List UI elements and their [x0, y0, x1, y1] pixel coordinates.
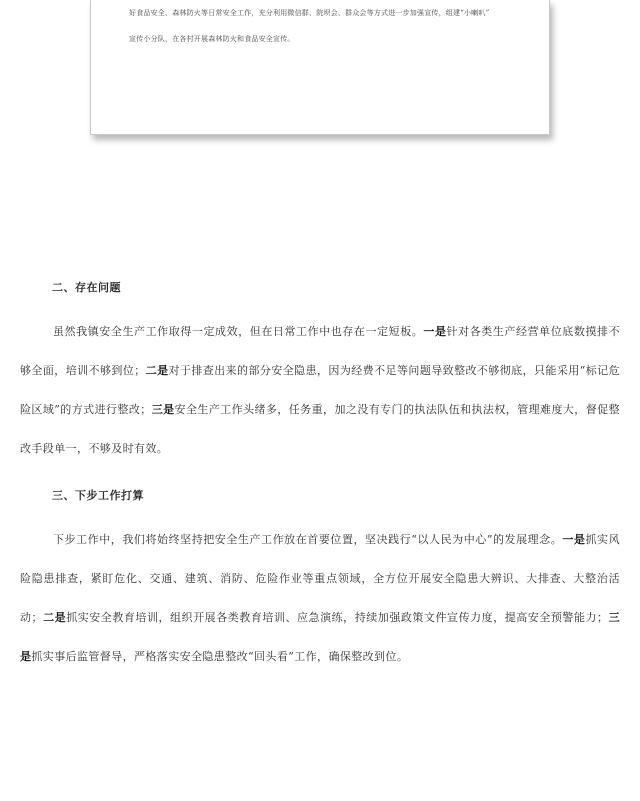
embedded-text-line: 宣传小分队，在各村开展森林防火和食品安全宣传。: [129, 35, 295, 43]
emphasis-run: 二是: [42, 611, 67, 624]
emphasis-run: 三是: [151, 403, 175, 416]
section-heading-next-steps: 三、下步工作打算: [52, 489, 144, 502]
emphasis-run: 一是: [423, 325, 447, 338]
text-run: 虽然我镇安全生产工作取得一定成效，但在日常工作中也存在一定短板。: [53, 325, 424, 338]
text-run: 安全生产工作头绪多，任务重，加之没有专门的执法队伍和执法权，管理难度大，督促整改手段单一，不够及时有效。: [20, 403, 620, 455]
problems-paragraph: [20, 312, 620, 468]
emphasis-run: 三是: [20, 611, 620, 663]
embedded-page-image: [90, 0, 550, 135]
emphasis-run: 一是: [562, 533, 586, 546]
text-run: 抓实安全教育培训，组织开展各类教育培训、应急演练，持续加强政策文件宣传力度，提高安全预警能力；: [66, 611, 609, 624]
emphasis-run: 二是: [145, 364, 169, 377]
text-run: 下步工作中，我们将始终坚持把安全生产工作放在首要位置，坚决践行“以人民为中心”的发展理念。: [53, 533, 563, 546]
embedded-text-line: 好食品安全、森林防火等日常安全工作，充分利用微信群、院坝会、群众会等方式进一步加强宣传，组建“小喇叭”: [129, 9, 490, 17]
text-run: 针对各类生产经营单位底数摸排不够全面，培训不够到位；: [20, 325, 620, 377]
section-heading-problems: 二、存在问题: [52, 281, 121, 294]
text-run: 抓实风险隐患排查，紧盯危化、交通、建筑、消防、危险作业等重点领域，全方位开展安全隐患大辨识、大排查、大整治活动；: [20, 533, 621, 624]
text-run: 对于排查出来的部分安全隐患，因为经费不足等问题导致整改不够彻底，只能采用“标记危险区域”的方式进行整改；: [20, 364, 620, 416]
text-run: 抓实事后监管督导，严格落实安全隐患整改“回头看”工作，确保整改到位。: [31, 650, 409, 663]
next-steps-paragraph: [20, 520, 620, 676]
